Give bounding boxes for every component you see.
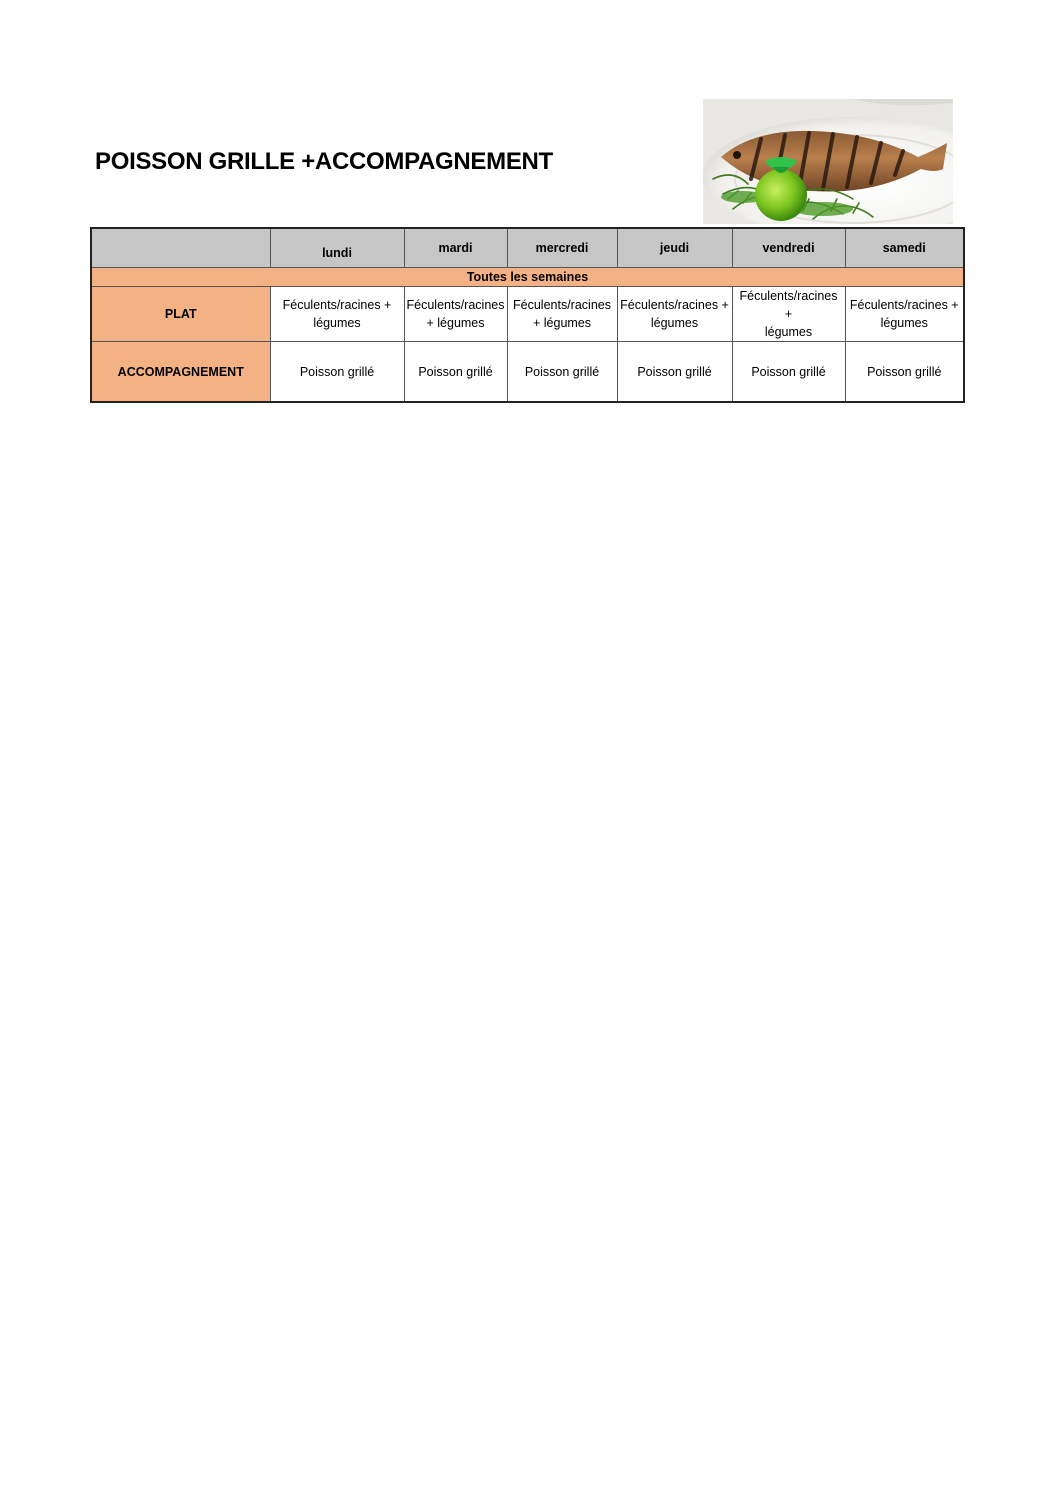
- row-label-accompagnement: ACCOMPAGNEMENT: [91, 342, 270, 403]
- page-title: POISSON GRILLE +ACCOMPAGNEMENT: [95, 148, 553, 175]
- table-cell: Poisson grillé: [845, 342, 964, 403]
- table-cell: Féculents/racines + légumes: [507, 287, 617, 342]
- table-cell: Poisson grillé: [404, 342, 507, 403]
- row-label-plat: PLAT: [91, 287, 270, 342]
- table-cell: Féculents/racines + légumes: [845, 287, 964, 342]
- day-header-vendredi: vendredi: [732, 228, 845, 268]
- header-row: [91, 228, 964, 268]
- grilled-fish-photo: [703, 99, 953, 224]
- table-cell: Féculents/racines + légumes: [404, 287, 507, 342]
- corner-cell: [91, 228, 270, 268]
- table-cell: Féculents/racines + légumes: [732, 287, 845, 342]
- table-row-plat: [91, 287, 964, 342]
- day-header-jeudi: jeudi: [617, 228, 732, 268]
- day-header-samedi: samedi: [845, 228, 964, 268]
- table-cell: Poisson grillé: [732, 342, 845, 403]
- table-cell: Féculents/racines + légumes: [617, 287, 732, 342]
- day-header-mercredi: mercredi: [507, 228, 617, 268]
- table-cell: Poisson grillé: [507, 342, 617, 403]
- table-row-accompagnement: [91, 342, 964, 403]
- band-row: [91, 268, 964, 287]
- band-label: Toutes les semaines: [91, 268, 964, 287]
- table-cell: Féculents/racines + légumes: [270, 287, 404, 342]
- weekly-menu-table: [90, 227, 965, 403]
- table-cell: Poisson grillé: [617, 342, 732, 403]
- day-header-mardi: mardi: [404, 228, 507, 268]
- table-cell: Poisson grillé: [270, 342, 404, 403]
- day-header-lundi: lundi: [270, 228, 404, 268]
